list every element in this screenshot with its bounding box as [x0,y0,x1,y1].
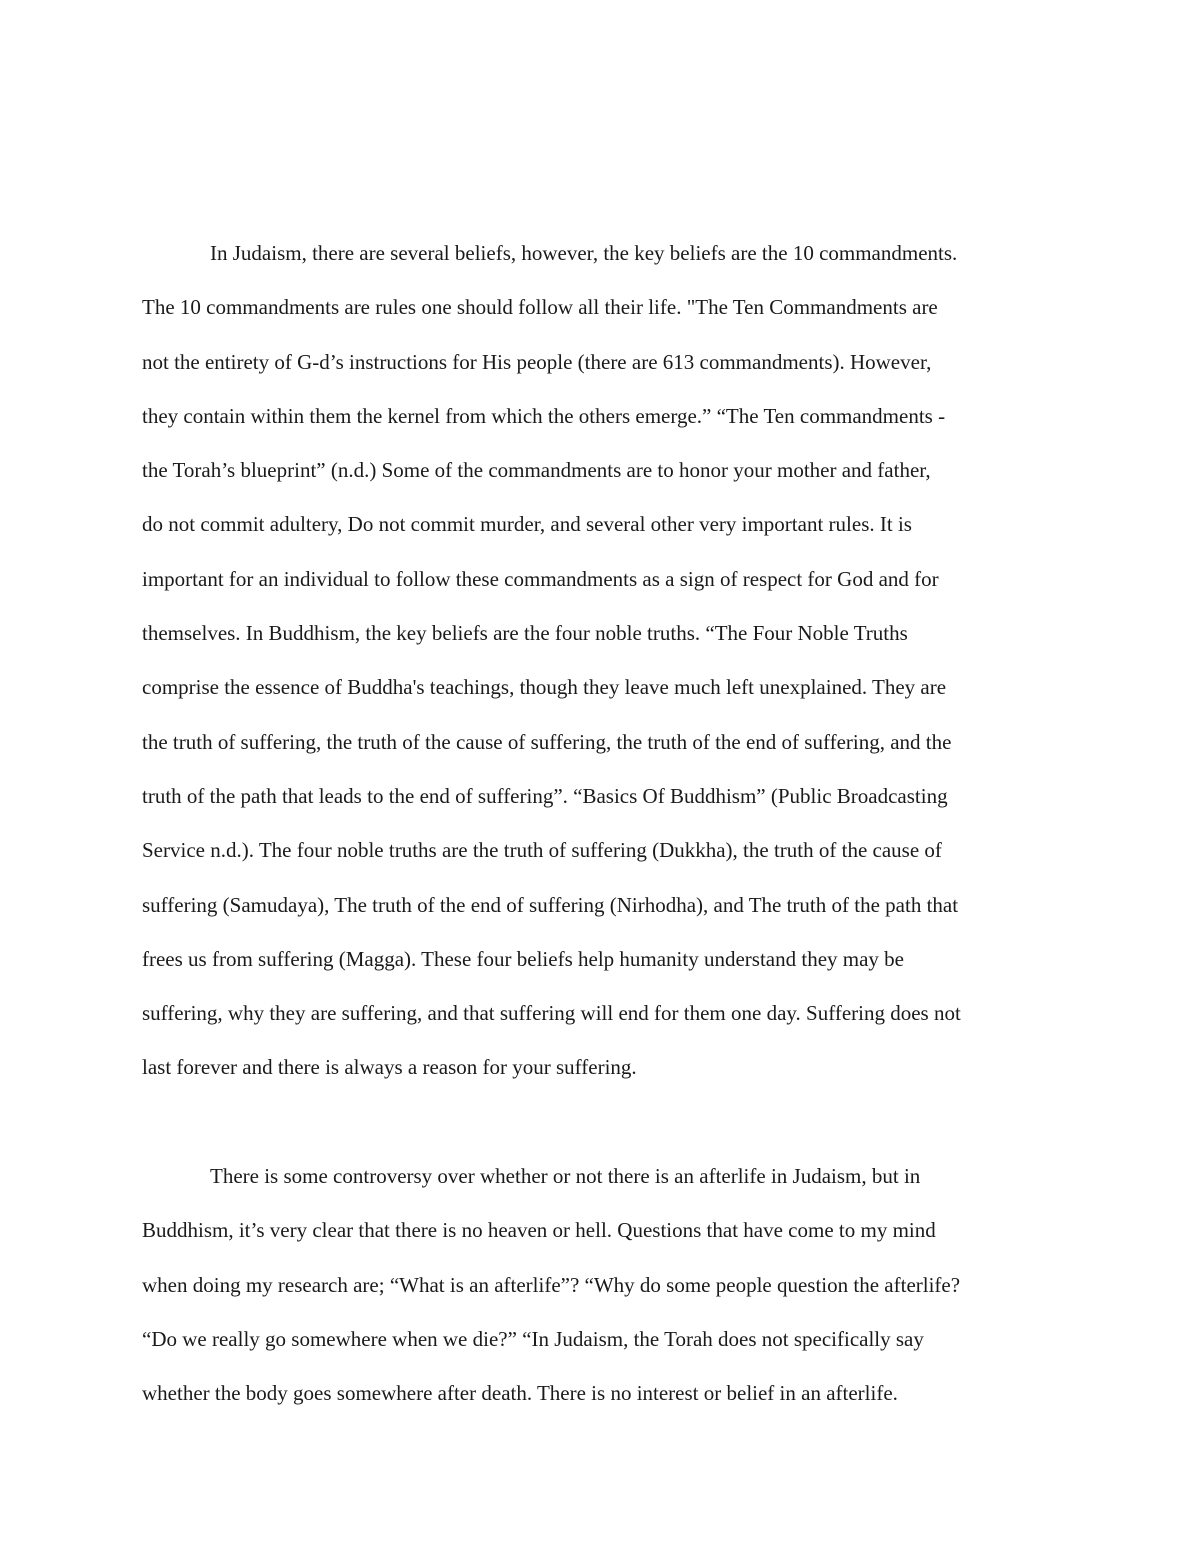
text-line: Buddhism, it’s very clear that there is no heaven or hell. Questions that have come to my mind [142,1218,936,1243]
paragraph-spacer [142,1095,1062,1149]
text-line: suffering (Samudaya), The truth of the end of suffering (Nirhodha), and The truth of the path that [142,892,959,917]
text-line: “Do we really go somewhere when we die?” “In Judaism, the Torah does not specifically say [142,1326,924,1351]
text-line: do not commit adultery, Do not commit murder, and several other very important rules. It is [142,512,912,537]
text-line: not the entirety of G-d’s instructions for His people (there are 613 commandments). However, [142,349,932,374]
text-line: comprise the essence of Buddha's teachings, though they leave much left unexplained. They are [142,675,947,700]
text-line: truth of the path that leads to the end of suffering”. “Basics Of Buddhism” (Public Broadcasting [142,783,948,808]
text-line: frees us from suffering (Magga). These four beliefs help humanity understand they may be [142,946,904,971]
paragraph-afterlife [142,1149,1062,1420]
text-line: last forever and there is always a reason for your suffering. [142,1055,637,1080]
text-line: There is some controversy over whether or not there is an afterlife in Judaism, but in [210,1164,921,1189]
text-line: the Torah’s blueprint” (n.d.) Some of the commandments are to honor your mother and father, [142,458,931,483]
document-body [142,226,1062,1421]
text-line: Service n.d.). The four noble truths are the truth of suffering (Dukkha), the truth of the cause of [142,838,942,863]
text-line: The 10 commandments are rules one should follow all their life. "The Ten Commandments are [142,295,938,320]
text-line: when doing my research are; “What is an afterlife”? “Why do some people question the afterlife? [142,1272,961,1297]
text-line: the truth of suffering, the truth of the cause of suffering, the truth of the end of suffering, and the [142,729,952,754]
text-line: whether the body goes somewhere after death. There is no interest or belief in an afterlife. [142,1381,898,1406]
paragraph-judaism-buddhism-beliefs [142,226,1062,1095]
text-line: suffering, why they are suffering, and that suffering will end for them one day. Suffering does not [142,1001,961,1026]
text-line: they contain within them the kernel from which the others emerge.” “The Ten commandments - [142,403,946,428]
text-line: themselves. In Buddhism, the key beliefs are the four noble truths. “The Four Noble Truths [142,621,908,646]
text-line: important for an individual to follow these commandments as a sign of respect for God and for [142,566,939,591]
text-line: In Judaism, there are several beliefs, however, the key beliefs are the 10 commandments. [210,241,958,265]
